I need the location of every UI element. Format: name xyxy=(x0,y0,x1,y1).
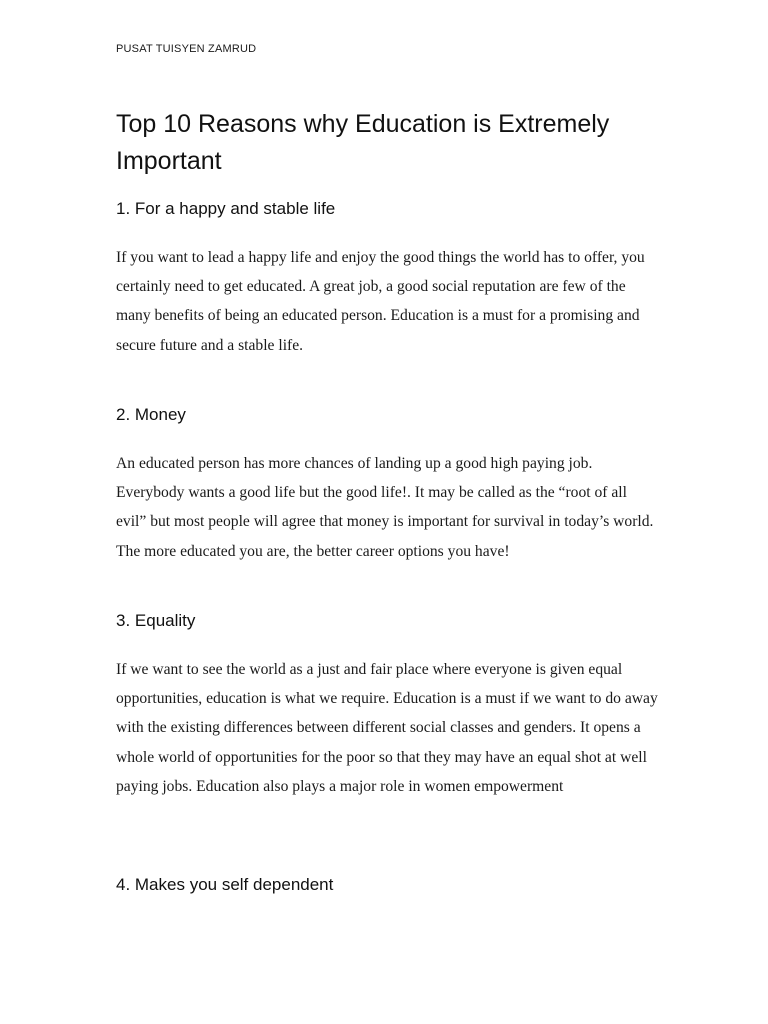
section-heading: 2. Money xyxy=(116,405,186,424)
section-heading: 1. For a happy and stable life xyxy=(116,199,336,218)
page-header: PUSAT TUISYEN ZAMRUD xyxy=(116,43,257,55)
article-title: Top 10 Reasons why Education is Extremely Important xyxy=(116,110,610,175)
section-heading: 4. Makes you self dependent xyxy=(116,875,334,894)
section-heading: 3. Equality xyxy=(116,611,196,630)
section-paragraph: If you want to lead a happy life and enjoy the good things the world has to offer, you certainly need to get educated. A great job, a good social reputation are few of the many benefits of being an educated person. Education is a must for a promising and secure future and a stable life. xyxy=(116,249,645,354)
section-paragraph: An educated person has more chances of landing up a good high paying job. Everybody wants a good life but the good life!. It may be called as the “root of all evil” but most people will agree that money is important for survival in today’s world. The more educated you are, the better career options you have! xyxy=(116,455,654,560)
section-paragraph: If we want to see the world as a just and fair place where everyone is given equal opportunities, education is what we require. Education is a must if we want to do away with the existing differences between different social classes and genders. It opens a whole world of opportunities for the poor so that they may have an equal shot at well paying jobs. Education also plays a major role in women empowerment xyxy=(116,661,658,795)
